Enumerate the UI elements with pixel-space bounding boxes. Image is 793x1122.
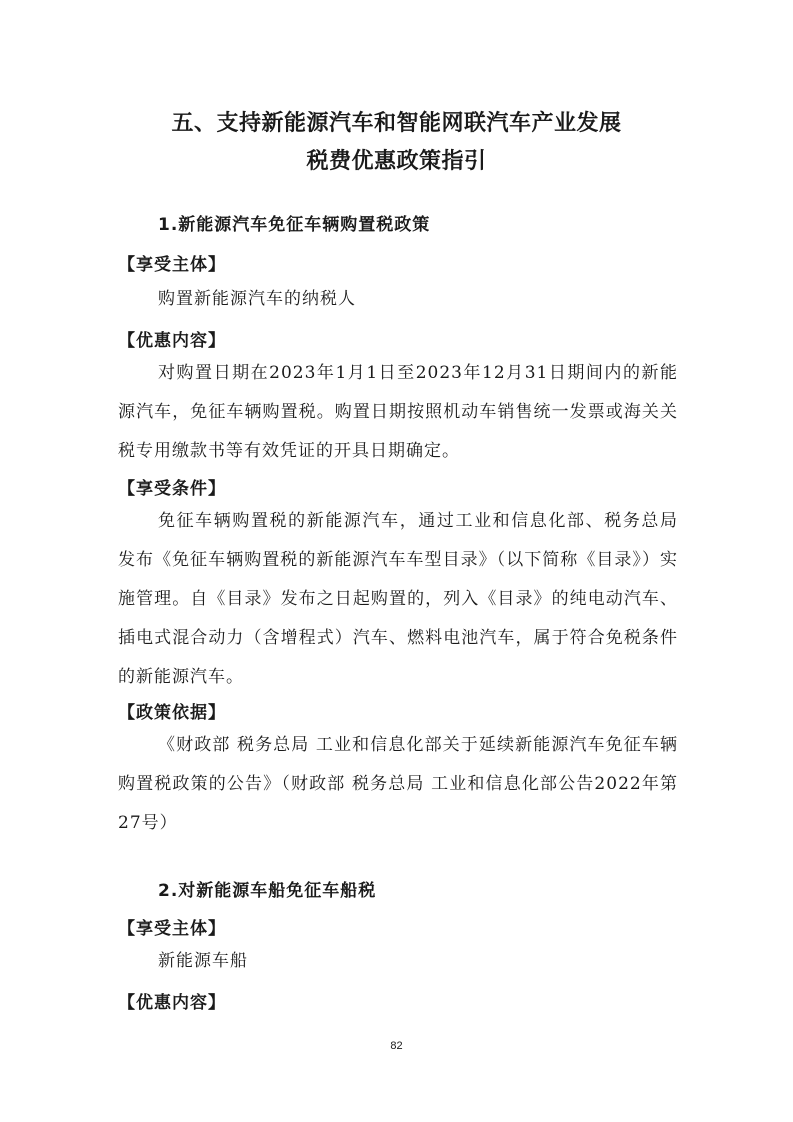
section-2-label-content: 【优惠内容】: [118, 993, 226, 1013]
page-number: 82: [390, 1040, 403, 1052]
section-1-subject-text: 购置新能源汽车的纳税人: [158, 289, 356, 309]
section-1-label-conditions: 【享受条件】: [118, 479, 226, 499]
section-1-label-subject: 【享受主体】: [118, 255, 226, 275]
section-1-heading: 1.新能源汽车免征车辆购置税政策: [158, 215, 431, 235]
section-2-heading: 2.对新能源车船免征车船税: [158, 881, 377, 901]
section-1-label-basis: 【政策依据】: [118, 703, 226, 723]
document-title-line-1: 五、支持新能源汽车和智能网联汽车产业发展: [171, 111, 622, 136]
document-title-line-2: 税费优惠政策指引: [306, 149, 487, 174]
section-1-basis-text: 《财政部 税务总局 工业和信息化部关于延续新能源汽车免征车辆购置税政策的公告》（财政部 税务总局 工业和信息化部公告2022年第27号）: [118, 735, 678, 833]
section-1-conditions-text: 免征车辆购置税的新能源汽车，通过工业和信息化部、税务总局发布《免征车辆购置税的新能源汽车车型目录》（以下简称《目录》）实施管理。自《目录》发布之日起购置的，列入《目录》的纯电动汽车、插电式混合动力（含增程式）汽车、燃料电池汽车，属于符合免税条件的新能源汽车。: [118, 511, 678, 687]
section-2-label-subject: 【享受主体】: [118, 919, 226, 939]
section-2-subject-text: 新能源车船: [158, 951, 248, 971]
section-1-label-content: 【优惠内容】: [118, 331, 226, 351]
section-1-content-text: 对购置日期在2023年1月1日至2023年12月31日期间内的新能源汽车，免征车辆购置税。购置日期按照机动车销售统一发票或海关关税专用缴款书等有效凭证的开具日期确定。: [118, 363, 678, 461]
